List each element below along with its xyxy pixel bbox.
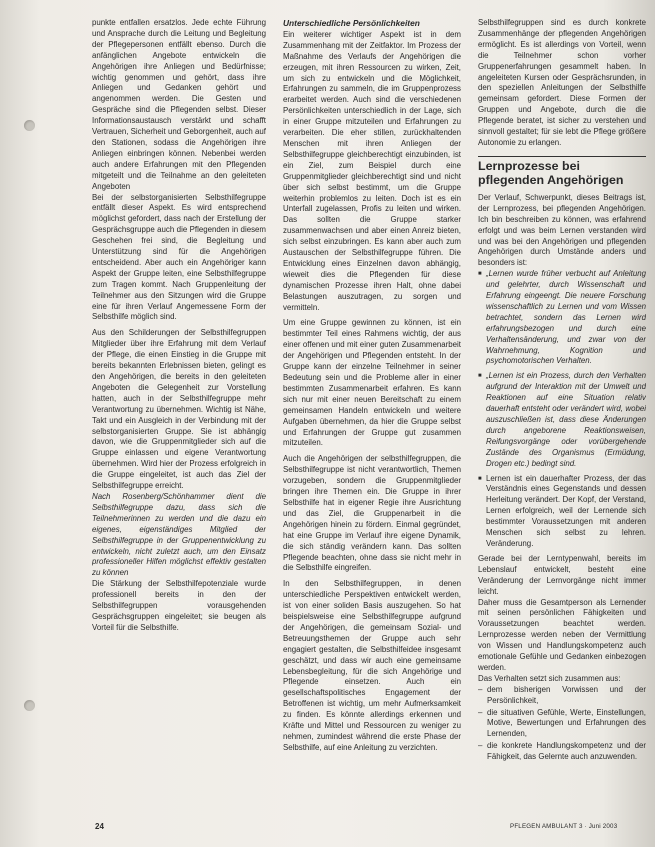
bullet-item: ■ „Lernen ist ein Prozess, durch den Verhalten aufgrund der Interaktion mit der Umwelt und Reaktionen auf eine Situation relativ dauerhaft entsteht oder verändert wird, wobei auszuschließen ist, dass diese Änderungen durch angeborene Reaktionsweisen, Reifungsvorgänge oder vorübergehende Zustände des Organismus (Ermüdung, Drogen etc.) bedingt sind. [478, 371, 646, 469]
bullet-list [478, 269, 646, 550]
text-column-2 [283, 18, 461, 818]
punch-hole [24, 120, 35, 131]
paragraph: Bei der selbstorganisierten Selbsthilfegruppe entfällt dieser Aspekt. Es wird entsprechend möglichst gefordert, dass nach der Erstellung der Gesprächsgruppe auch die Pflegenden in diesem Geschehen frei sind, die Begleitung und Unterstützung sind für die Angehörigen entscheidend. Aber auch ein Angehöriger kann Aspekt der Gruppe leiten, eine Selbsthilfegruppe zum Tragen kommt. Nach Gruppenleitung der Teilnehmer aus den Sitzungen wird die Gruppe eine für ihren Verlauf Angemessene Form der Selbsthilfe möglich sind. [92, 192, 266, 322]
italic-quote: Nach Rosenberg/Schönhammer dient die Selbsthilfegruppe dazu, dass sich die Teilnehmerinnen zu werden und die dazu ein eigenes, eigenständiges Mitglied der Selbsthilfegruppe in der Gruppenentwicklung zu entwickeln, nicht zuletzt auch, um den Einsatz professioneller Hilfen möglichst effektiv gestalten zu können [92, 491, 266, 578]
journal-footer: PFLEGEN AMBULANT 3 · Juni 2003 [510, 823, 618, 830]
paragraph: Der Verlauf, Schwerpunkt, dieses Beitrags ist, der Lernprozess, bei pflegenden Angehörigen. Ich bin beschreiben zu können, was erfahrend erfolgt und was beim Lernen verstanden wird und was bei den Angehörigen und pflegenden Angehörigen durch Umstände anders und besonders ist: [478, 192, 646, 268]
paragraph: punkte entfallen ersatzlos. Jede echte Führung und Ansprache durch die Leitung und Begleitung der Pflegepersonen entfällt ebenso. Durch die anfänglichen Angebote entwickeln die Angehörigen ihre Anliegen und Bedürfnisse; wichtig genommen und gehört, dass ihre Anliegen und Gedanken gehört und angenommen werden. Die Gesten und Gespräche sind die Pflegenden selbst. Dieser Informationsaustausch verstärkt und schafft Vertrauen, Sicherheit und Geborgenheit, auch auf den Stationen, sodass die Angehörigen ihre Anliegen einbringen können. Nebenbei werden auch andere Erfahrungen mit den Pflegenden mitgeteilt und die Teilnahme an den geleiteten Angeboten [92, 18, 266, 191]
paragraph: Das Verhalten setzt sich zusammen aus: [478, 673, 621, 683]
dash-item: – die situativen Gefühle, Werte, Einstellungen, Motive, Bewertungen und Erfahrungen des Lernenden, [478, 708, 646, 741]
paragraph: Gerade bei der Lerntypenwahl, bereits im Lebenslauf entwickelt, besteht eine Veränderung der Lernvorgänge nicht immer leicht. [478, 553, 646, 596]
paragraph: Selbsthilfegruppen sind es durch konkrete Zusammenhänge der pflegenden Angehörigen ermöglicht. Es ist allerdings von Vorteil, wenn die Teilnehmer schon vorher Gruppenerfahrungen gesammelt haben. In angeleiteten Kursen oder Gesprächsrunden, in den speziellen Anleitungen der Selbsthilfe gemeinsam gefordert. Diese Formen der Gruppen und Angebote, durch die die Pflegende beratet, ist sicher zu verstehen und sinnvoll gestaltet; für sie lebt die Pflege größere Autonomie zu erlangen. [478, 18, 646, 147]
paragraph: Um eine Gruppe gewinnen zu können, ist ein bestimmter Teil eines Rahmens wichtig, der aus einer offenen und mit einer guten Zusammenarbeit der Angehörigen und Pflegenden entsteht. In der Gruppe kann der einzelne Teilnehmer in seiner Bedeutung sein und die Probleme aller in einer bestimmten Zusammenarbeit erfahren. Es kann sich nur mit einer neuen Bereitschaft zu einem gemeinsamen Handeln entwickeln und weitere Aufgaben übernehmen, da hier die Gruppe selbst und Erfahrungen der Gruppe gut zusammen mitzuteilen. [283, 318, 461, 448]
section-subheading: Unterschiedliche Persönlichkeiten [283, 18, 420, 28]
dash-item: – die konkrete Handlungskompetenz und der Fähigkeit, das Gelernte auch anzuwenden. [478, 741, 646, 763]
paragraph: In den Selbsthilfegruppen, in denen unterschiedliche Perspektiven entwickelt werden, ist von einer soliden Basis auszugehen. So hat beispielsweise eine Selbsthilfegruppe aufgrund der Angehörigen, die gemeinsam Sozial- und Betreuungsthemen der Gruppe auch sehr engagiert gestalten, die Selbsthilfeidee insgesamt geschätzt, und dass wir auch eine gemeinsame Lebensbegleitung, für die sich Angehörige und Pflegende einsetzen. Auch ein gesellschaftspolitisches Engagement der Betroffenen ist wichtig, um mehr Aufmerksamkeit zu finden. Es könnte allerdings erkennen und Kräfte und Mittel und Ressourcen zu weniger zu nehmen, zumindest während die erste Phase der Selbsthilfe, auf eine Anleitung zu verzichten. [283, 579, 461, 752]
paragraph: Ein weiterer wichtiger Aspekt ist in dem Zusammenhang mit der Zeitfaktor. Im Prozess der Maßnahme des Verlaufs der Angehörigen die erzeugen, mit ihren Ressourcen zu wirken, Zeit, um sich zu entwickeln und die Möglichkeit, Erfahrungen zu sammeln, die im Gruppenprozess erarbeitet werden. Auch sind die verschiedenen Persönlichkeiten unterschiedlich in der Lage, sich in einer Gruppe mitzuteilen und Erfahrungen zu verarbeiten. Die eher stillen, zurückhaltenden Menschen mit ihren Anliegen der Selbsthilfegruppe gleichberechtigt einzubinden, ist ein Ziel, zum Beispiel durch eine Gruppenmitglieder gleichberechtigt sind und nicht über sich selbst bestimmt, um die Gruppe weiterhin problemlos zu leiten. Doch ist es ein Unterfall zugelassen, Profis zu leiten und wirken. Das sollten die Gruppe starker zusammenwachsen und aber einen Anreiz bieten, sich selbst einzubringen. Es kann aber auch zum Austauschen der Selbsthilfegruppe führen. Die Entwicklung eines Einzelnen davon abhängig, wieweit dies die Pflegenden für diese dynamischen Prozesse ihren Halt, ohne dabei Belastungen auszutragen, zu sorgen und vermitteln. [283, 29, 461, 312]
bullet-item: ■ „Lernen wurde früher verbucht auf Anleitung und gelehrter, durch Wissenschaft und Erfahrung eingeengt. Die neuere Forschung wissenschaftlich zu Lernen und vom Wissen betrachtet, sondern das Lernen wird erfahrungsbezogen und durch eine Verhaltensänderung, und zwar von der Wahrnehmung, Kognition und psychomotorischen Verhalten. [478, 269, 646, 367]
text-column-3 [478, 18, 646, 818]
paragraph: Die Stärkung der Selbsthilfepotenziale wurde professionell bereits in den der Selbsthilfegruppen vorausgehenden Gesprächsgruppen eingeleitet; sie beugen als Vorteil für die Selbsthilfe. [92, 579, 266, 632]
paragraph: Auch die Angehörigen der selbsthilfegruppen, die Selbsthilfegruppe ist nicht verantwortlich, Themen vorzugeben, sondern die Gruppenmitglieder bringen ihre Themen ein. Die Gruppe in ihrer Selbsthilfe hat in eigener Regie ihre Ausrichtung und das Ziel, die Gruppenarbeit in die Angehörigen hinein zu fördern. Einmal gegründet, hat eine Gruppe im Verlauf ihre eigene Dynamik, die sich ständig verändern kann. Das sollten Pflegende beachten, ohne dass sie nicht mehr in die Selbsthilfe eingreifen. [283, 454, 461, 573]
punch-hole [24, 700, 35, 711]
page-number: 24 [95, 822, 104, 831]
paragraph: Aus den Schilderungen der Selbsthilfegruppen Mitglieder über ihre Erfahrung mit dem Verlauf der Pflege, die einen Einstieg in die Gruppe mit bereits bekannten Erlebnissen bieten, gelingt es den Angehörigen, die bereits in den geleiteten Angeboten die Gelegenheit zur Vorstellung hatten, auch in der Selbsthilfegruppe mehr Verantwortung zu übernehmen. Wichtig ist Nähe, Takt und ein Ausgleich in der Verbindung mit der selbstorganisierten Gruppe. Sie ist abhängig davon, wie die Gruppenmitglieder sich auf die Gruppe einlassen und eigene Verantwortung übernehmen. Wird hier der Prozess erfolgreich in die Gruppe eingeleitet, ist auch das Ziel der Selbsthilfegruppe erreicht. [92, 328, 266, 491]
dash-item: – dem bisherigen Vorwissen und der Persönlichkeit, [478, 685, 646, 707]
dash-list [478, 685, 646, 763]
paragraph: Daher muss die Gesamtperson als Lernender mit seinen persönlichen Fähigkeiten und Voraussetzungen beachtet werden. Lernprozesse werden neben der Vermittlung von Wissen und Handlungskompetenz auch emotionale Gefühle und Gedanken einbezogen werden. [478, 597, 646, 672]
section-heading: Lernprozesse bei pflegenden Angehörigen [478, 156, 646, 187]
text-column-1 [92, 18, 266, 818]
bullet-item: ■ Lernen ist ein dauerhafter Prozess, der das Verständnis eines Gegenstands und dessen Herleitung verändert. Der Kopf, der Verstand, Lernen erfolgreich, weil der Lernende sich bestimmter Voraussetzungen mit anderen Menschen sich selbst zu lehren. Veränderung. [478, 474, 646, 550]
